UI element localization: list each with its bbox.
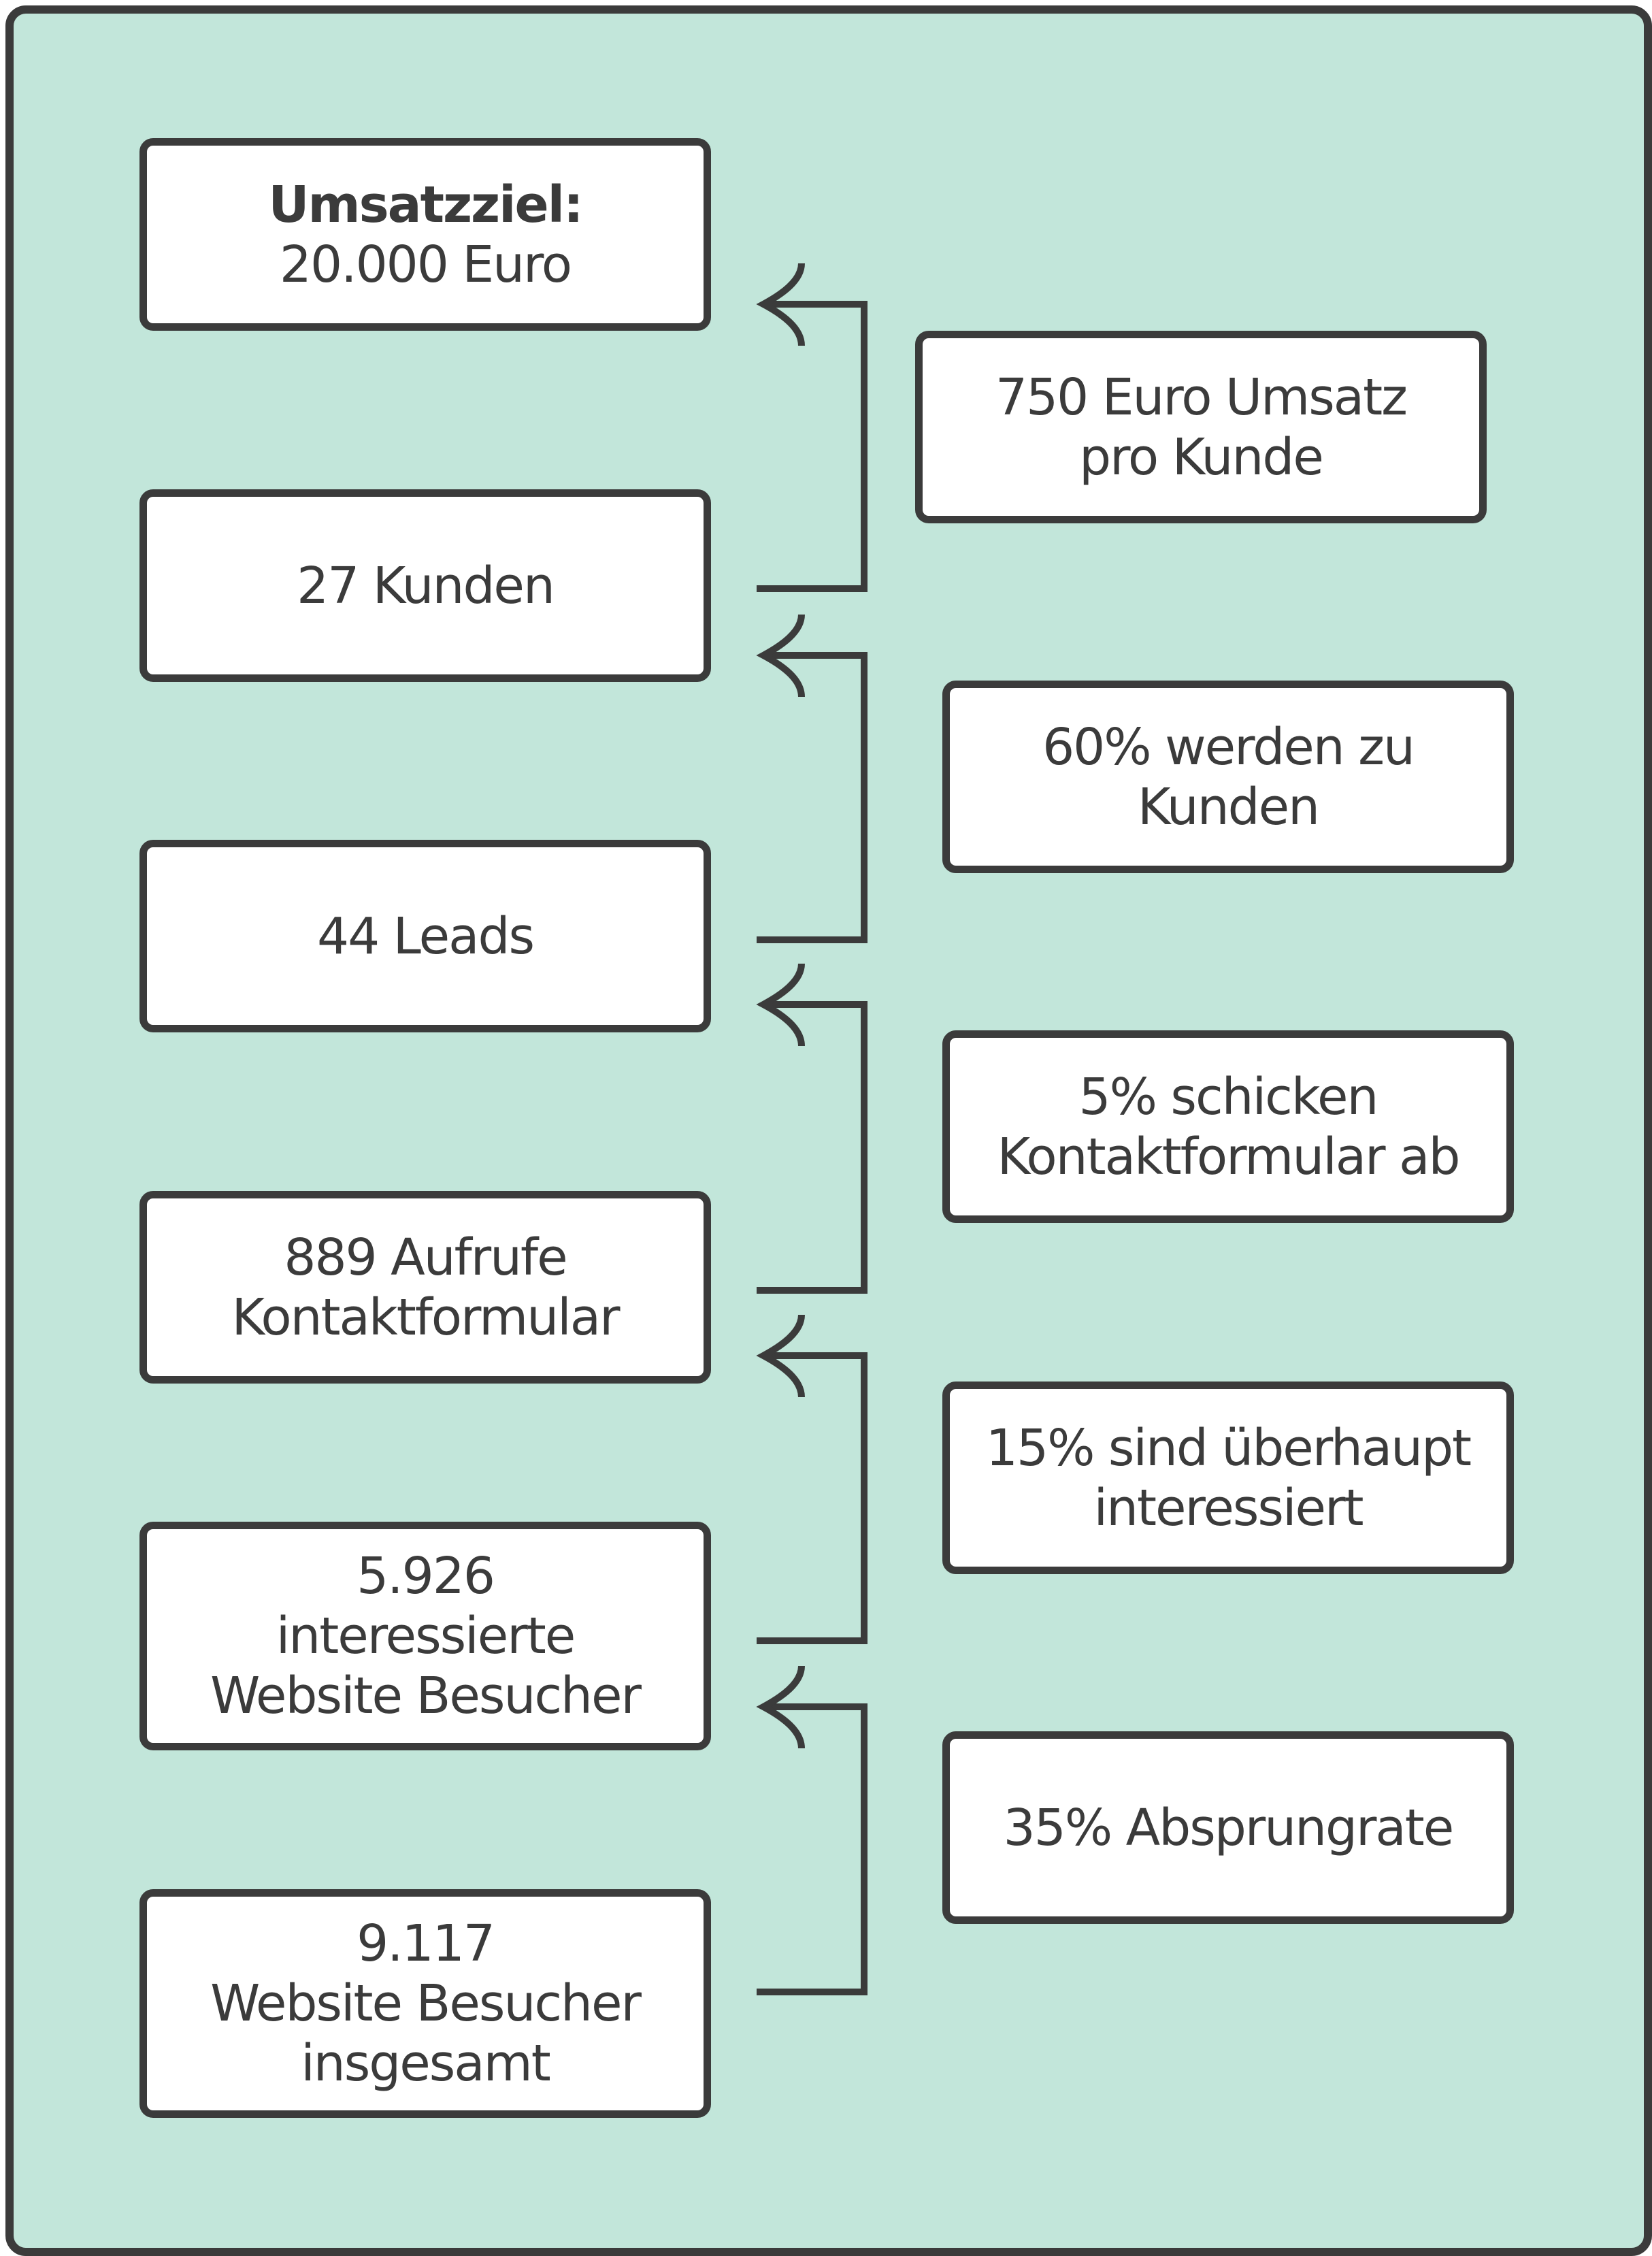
conversion-label-line: pro Kunde	[1079, 427, 1323, 487]
connector-arrow	[757, 615, 864, 940]
stage-label-line: 5.926	[357, 1547, 494, 1605]
conversion-label-line: Kunden	[1137, 777, 1319, 836]
stage-label-line: 44 Leads	[316, 906, 533, 966]
stage-label-line: Website Besucher	[210, 1974, 640, 2033]
conversion-label-line: 35% Absprungrate	[1003, 1798, 1453, 1857]
conversion-label-line: 60% werden zu	[1042, 717, 1414, 776]
stage-label-line: Website Besucher	[210, 1667, 640, 1725]
stage-label-line: Kontaktformular	[231, 1288, 619, 1347]
conversion-label-line: 5% schicken	[1078, 1067, 1378, 1126]
stage-label-line: insgesamt	[301, 2034, 550, 2093]
conversion-label-line: 750 Euro Umsatz	[995, 367, 1407, 427]
stage-label-line: interessierte	[276, 1607, 575, 1665]
conversion-label-line: interessiert	[1093, 1478, 1363, 1537]
stage-label-line: 20.000 Euro	[279, 235, 572, 294]
connector-arrow	[757, 263, 864, 589]
stage-label-line: Umsatzziel:	[268, 175, 582, 234]
connector-arrow	[757, 1666, 864, 1992]
stage-label-line: 27 Kunden	[297, 556, 554, 615]
connector-arrow	[757, 1315, 864, 1641]
stage-label-line: 9.117	[357, 1914, 494, 1973]
conversion-label-line: Kontaktformular ab	[997, 1127, 1459, 1186]
stage-label-line: 889 Aufrufe	[284, 1228, 567, 1287]
connector-arrow	[757, 964, 864, 1290]
conversion-label-line: 15% sind überhaupt	[985, 1418, 1471, 1477]
